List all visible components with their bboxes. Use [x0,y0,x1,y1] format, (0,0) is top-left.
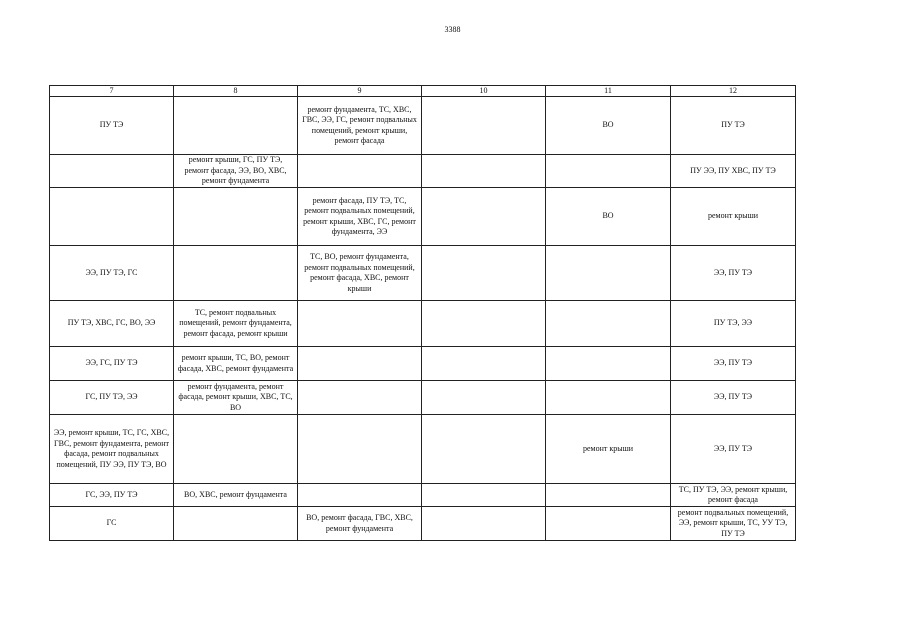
table-body [50,86,796,541]
page-number: 3388 [444,25,461,34]
table-cell [298,381,422,415]
table-cell: ПУ ТЭ, ЭЭ [671,301,796,347]
table-cell [422,347,546,381]
table-cell: ремонт крыши, ТС, ВО, ремонт фасада, ХВС, ремонт фундамента [174,347,298,381]
table-cell: ПУ ТЭ [50,97,174,155]
table-row [50,188,796,246]
table-cell: ремонт фундамента, ТС, ХВС, ГВС, ЭЭ, ГС, ремонт подвальных помещений, ремонт крыши, ремонт фасада [298,97,422,155]
table-row [50,507,796,541]
table-cell: ЭЭ, ПУ ТЭ [671,381,796,415]
table-cell: ЭЭ, ПУ ТЭ [671,347,796,381]
table-cell: ЭЭ, ГС, ПУ ТЭ [50,347,174,381]
table-row [50,246,796,301]
table-cell [422,97,546,155]
table-cell: ремонт фундамента, ремонт фасада, ремонт крыши, ХВС, ТС, ВО [174,381,298,415]
table-cell [546,246,671,301]
table-cell [422,246,546,301]
column-header: 7 [50,86,174,97]
table-cell [174,188,298,246]
table-cell [422,484,546,507]
table-cell: ГС, ЭЭ, ПУ ТЭ [50,484,174,507]
column-header: 8 [174,86,298,97]
table-cell [50,155,174,188]
table-cell [546,381,671,415]
table-cell: ВО, ХВС, ремонт фундамента [174,484,298,507]
table-cell [174,415,298,484]
table-cell [546,507,671,541]
table-cell: ПУ ТЭ [671,97,796,155]
table-cell [422,415,546,484]
table-cell [298,155,422,188]
table-row [50,381,796,415]
table-cell: ремонт крыши [546,415,671,484]
table-cell: ТС, ПУ ТЭ, ЭЭ, ремонт крыши, ремонт фасада [671,484,796,507]
table-cell: ГС [50,507,174,541]
table-cell [174,507,298,541]
column-header: 12 [671,86,796,97]
table-cell: ремонт подвальных помещений, ЭЭ, ремонт крыши, ТС, УУ ТЭ, ПУ ТЭ [671,507,796,541]
table-cell [546,301,671,347]
table-cell: ТС, ВО, ремонт фундамента, ремонт подвальных помещений, ремонт фасада, ХВС, ремонт крыши [298,246,422,301]
table-cell [298,301,422,347]
table-cell [298,415,422,484]
table-cell [546,155,671,188]
table-row [50,97,796,155]
table-cell: ТС, ремонт подвальных помещений, ремонт фундамента, ремонт фасада, ремонт крыши [174,301,298,347]
table-cell: ремонт крыши, ГС, ПУ ТЭ, ремонт фасада, ЭЭ, ВО, ХВС, ремонт фундамента [174,155,298,188]
table-cell: ремонт крыши [671,188,796,246]
table-cell [546,484,671,507]
table-cell: ЭЭ, ПУ ТЭ [671,415,796,484]
table-cell [422,155,546,188]
table-cell: ВО, ремонт фасада, ГВС, ХВС, ремонт фундамента [298,507,422,541]
column-header: 9 [298,86,422,97]
table-cell [422,507,546,541]
table-cell [422,301,546,347]
table-cell [50,188,174,246]
table-row [50,484,796,507]
column-header: 11 [546,86,671,97]
table-cell [422,381,546,415]
table-cell: ПУ ТЭ, ХВС, ГС, ВО, ЭЭ [50,301,174,347]
header-row [50,86,796,97]
table-cell [422,188,546,246]
table-row [50,347,796,381]
table-row [50,301,796,347]
table-row [50,415,796,484]
column-header: 10 [422,86,546,97]
table-cell [546,347,671,381]
table-cell: ЭЭ, ПУ ТЭ, ГС [50,246,174,301]
table-cell [174,246,298,301]
table-cell [174,97,298,155]
table-cell: ВО [546,188,671,246]
works-table [49,85,796,541]
table-cell [298,484,422,507]
table-cell: ГС, ПУ ТЭ, ЭЭ [50,381,174,415]
table-cell [298,347,422,381]
table-cell: ПУ ЭЭ, ПУ ХВС, ПУ ТЭ [671,155,796,188]
table-row [50,155,796,188]
table-cell: ВО [546,97,671,155]
table-cell: ЭЭ, ПУ ТЭ [671,246,796,301]
table-cell: ремонт фасада, ПУ ТЭ, ТС, ремонт подвальных помещений, ремонт крыши, ХВС, ГС, ремонт фундамента, ЭЭ [298,188,422,246]
table-cell: ЭЭ, ремонт крыши, ТС, ГС, ХВС, ГВС, ремонт фундамента, ремонт фасада, ремонт подвальных помещений, ПУ ЭЭ, ПУ ТЭ, ВО [50,415,174,484]
